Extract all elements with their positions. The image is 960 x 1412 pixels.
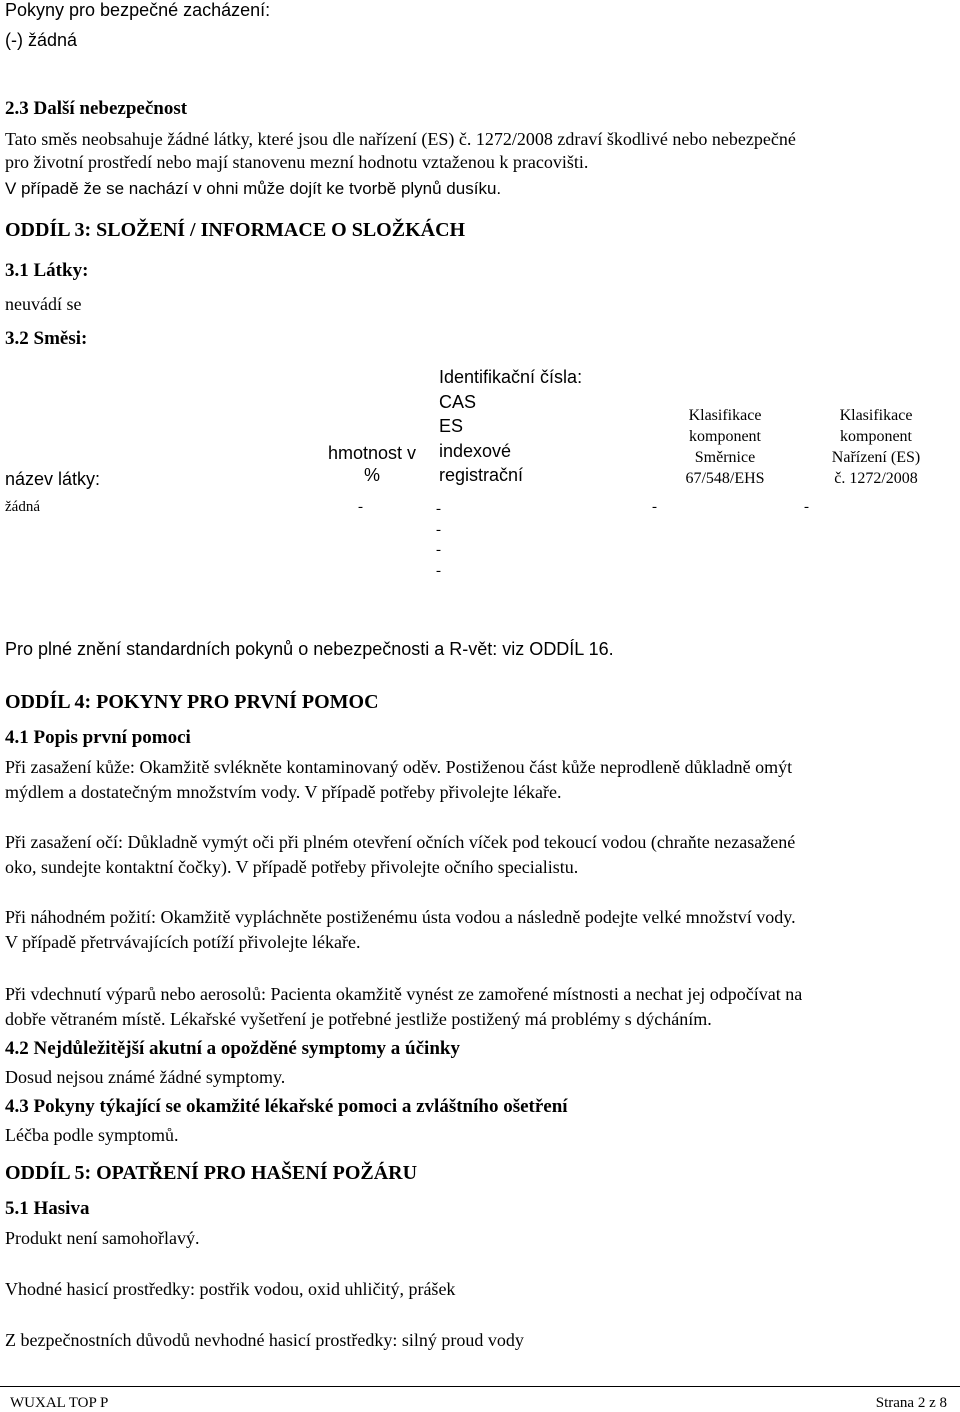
section-5-1-heading: 5.1 Hasiva [5, 1198, 90, 1219]
section-3-heading: ODDÍL 3: SLOŽENÍ / INFORMACE O SLOŽKÁCH [5, 219, 466, 241]
first-aid-ingestion: Při náhodném požití: Okamžitě vypláchněte postiženému ústa vodou a následně podejte velké množství vody. [5, 907, 796, 927]
table-header-name: název látky: [5, 469, 101, 489]
handling-value: (-) žádná [5, 30, 78, 50]
section-4-2-text: Dosud nejsou známé žádné symptomy. [5, 1067, 286, 1087]
footer-page-number: Strana 2 z 8 [875, 1395, 947, 1411]
table-cell-ids: - - - - [436, 501, 441, 579]
section-4-heading: ODDÍL 4: POKYNY PRO PRVNÍ POMOC [5, 691, 379, 713]
first-aid-ingestion: V případě přetrvávajících potíží přivolejte lékaře. [5, 932, 361, 952]
section-5-heading: ODDÍL 5: OPATŘENÍ PRO HAŠENÍ POŽÁRU [5, 1162, 418, 1184]
table-header-ids: Identifikační čísla: CAS ES indexové registrační [439, 367, 583, 485]
footer-product: WUXAL TOP P [10, 1395, 109, 1411]
section-5-1-text: Z bezpečnostních důvodů nevhodné hasicí prostředky: silný proud vody [5, 1330, 524, 1350]
handling-label: Pokyny pro bezpečné zacházení: [5, 0, 271, 20]
first-aid-eyes: Při zasažení očí: Důkladně vymýt oči při plném otevření očních víček pod tekoucí vodou (chraňte nezasažené [5, 832, 796, 852]
section-3-1-value: neuvádí se [5, 294, 82, 314]
table-header-weight: hmotnost v % [327, 443, 417, 485]
section-5-1-text: Vhodné hasicí prostředky: postřik vodou, oxid uhličitý, prášek [5, 1279, 456, 1299]
section-4-3-heading: 4.3 Pokyny týkající se okamžité lékařské pomoci a zvláštního ošetření [5, 1096, 568, 1117]
table-cell-weight: - [358, 499, 363, 515]
section-3-note: Pro plné znění standardních pokynů o nebezpečnosti a R-vět: viz ODDÍL 16. [5, 639, 614, 659]
section-5-1-text: Produkt není samohořlavý. [5, 1228, 200, 1248]
section-3-2-heading: 3.2 Směsi: [5, 328, 88, 349]
table-header-classification-clp: Klasifikace komponent Nařízení (ES) č. 1272/2008 [831, 407, 921, 487]
table-cell-classification-dsd: - [652, 499, 657, 515]
section-3-1-heading: 3.1 Látky: [5, 260, 89, 281]
section-2-3-heading: 2.3 Další nebezpečnost [5, 98, 188, 119]
table-header-classification-dsd: Klasifikace komponent Směrnice 67/548/EHS [685, 407, 765, 487]
table-cell-name: žádná [5, 499, 40, 515]
section-4-3-text: Léčba podle symptomů. [5, 1125, 179, 1145]
first-aid-skin: Při zasažení kůže: Okamžitě svlékněte kontaminovaný oděv. Postiženou část kůže neprodleně důkladně omýt [5, 757, 793, 777]
footer-divider [0, 1386, 960, 1387]
first-aid-eyes: oko, sundejte kontaktní čočky). V případě potřeby přivolejte očního specialistu. [5, 857, 579, 877]
first-aid-inhalation: Při vdechnutí výparů nebo aerosolů: Pacienta okamžitě vynést ze zamořené místnosti a nechat jej odpočívat na [5, 984, 803, 1004]
section-4-1-heading: 4.1 Popis první pomoci [5, 727, 191, 748]
section-4-2-heading: 4.2 Nejdůležitější akutní a opožděné symptomy a účinky [5, 1038, 460, 1059]
section-2-3-line: pro životní prostředí nebo mají stanovenu mezní hodnotu vztaženou k pracovišti. [5, 152, 589, 172]
section-2-3-line: V případě že se nachází v ohni může dojít ke tvorbě plynů dusíku. [5, 179, 502, 198]
table-cell-classification-clp: - [804, 499, 809, 515]
section-2-3-line: Tato směs neobsahuje žádné látky, které jsou dle nařízení (ES) č. 1272/2008 zdraví škodlivé nebo nebezpečné [5, 129, 796, 149]
first-aid-inhalation: dobře větraném místě. Lékařské vyšetření je potřebné jestliže postižený má problémy s dýcháním. [5, 1009, 712, 1029]
first-aid-skin: mýdlem a dostatečným množstvím vody. V případě potřeby přivolejte lékaře. [5, 782, 562, 802]
